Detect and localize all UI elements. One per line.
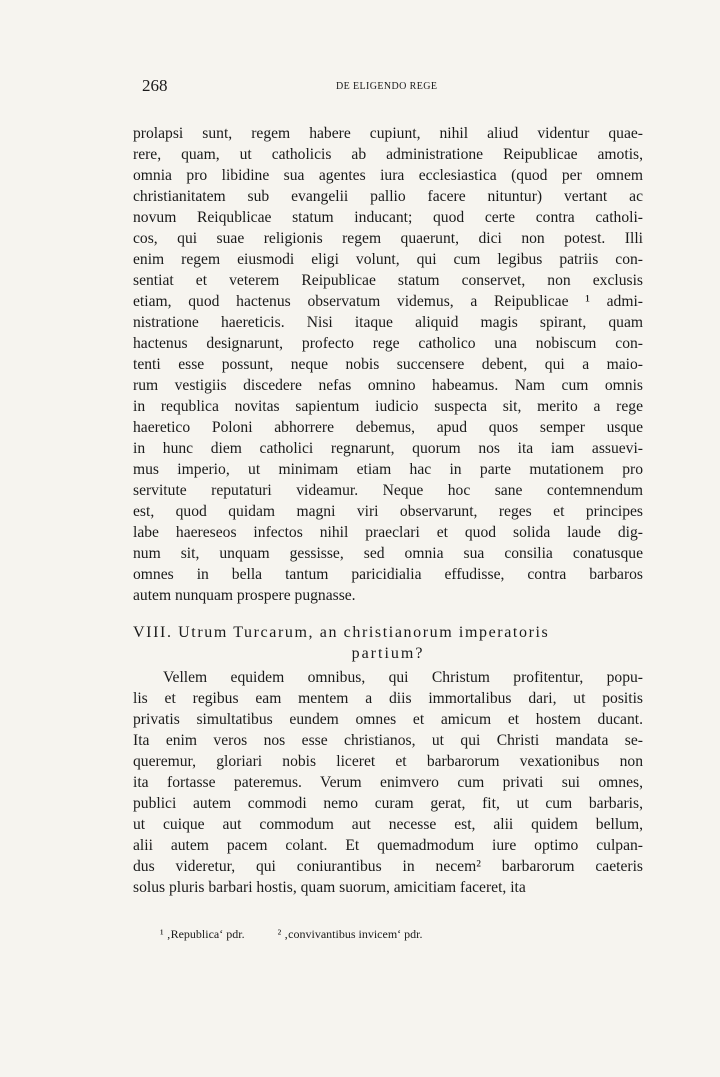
text-line: rum vestigiis discedere nefas omnino habeamus. Nam cum omnis xyxy=(133,377,643,394)
text-line: hactenus designarunt, profecto rege catholico una nobiscum con- xyxy=(133,335,643,352)
section-heading-line-1: VIII. Utrum Turcarum, an christianorum imperatoris xyxy=(133,624,550,641)
text-line: in hunc diem catholici regnarunt, quorum nos ita iam assuevi- xyxy=(133,440,643,457)
text-line: Ita enim veros nos esse christianos, ut qui Christi mandata se- xyxy=(133,732,643,749)
text-line: tenti esse possunt, neque nobis succensere debent, qui a maio- xyxy=(133,356,643,373)
text-line: christianitatem sub evangelii pallio facere nituntur) vertant ac xyxy=(133,188,643,205)
text-line: nistratione haereticis. Nisi itaque aliquid magis spirant, quam xyxy=(133,314,643,331)
text-line: num sit, unquam gessisse, sed omnia sua consilia conatusque xyxy=(133,545,643,562)
text-line: alii autem pacem colant. Et quemadmodum iure optimo culpan- xyxy=(133,837,643,854)
text-line: privatis simultatibus eundem omnes et amicum et hostem ducant. xyxy=(133,711,643,728)
text-line: est, quod quidam magni viri observarunt, reges et principes xyxy=(133,503,643,520)
text-line: mus imperio, ut minimam etiam hac in parte mutationem pro xyxy=(133,461,643,478)
text-line: solus pluris barbari hostis, quam suorum, amicitiam faceret, ita xyxy=(133,879,526,896)
text-line: Vellem equidem omnibus, qui Christum profitentur, popu- xyxy=(163,669,643,686)
text-line: rere, quam, ut catholicis ab administratione Reipublicae amotis, xyxy=(133,146,643,163)
footnote-1: ¹ ‚Republica‘ pdr. xyxy=(160,927,245,941)
paragraph-1 xyxy=(133,123,643,606)
text-line: cos, qui suae religionis regem quaerunt, dici non potest. Illi xyxy=(133,230,643,247)
section-heading-line-2: partium? xyxy=(351,645,425,662)
text-line: publici autem commodi nemo curam gerat, fit, ut cum barbaris, xyxy=(133,795,643,812)
text-line: novum Reiqublicae statum inducant; quod certe contra catholi- xyxy=(133,209,643,226)
text-line: enim regem eiusmodi eligi volunt, qui cum legibus patriis con- xyxy=(133,251,643,268)
running-head: DE ELIGENDO REGE xyxy=(336,81,438,92)
text-line: prolapsi sunt, regem habere cupiunt, nihil aliud videntur quae- xyxy=(133,125,643,142)
paragraph-2 xyxy=(133,667,643,898)
text-line: sentiat et veterem Reipublicae statum conservet, non exclusis xyxy=(133,272,643,289)
text-line: lis et regibus eam mentem a diis immortalibus dari, ut positis xyxy=(133,690,643,707)
text-line: autem nunquam prospere pugnasse. xyxy=(133,587,356,604)
text-line: in requblica novitas sapientum iudicio suspecta sit, merito a rege xyxy=(133,398,643,415)
text-line: haeretico Poloni abhorrere debemus, apud quos semper usque xyxy=(133,419,643,436)
text-line: dus videretur, qui coniurantibus in necem² barbarorum caeteris xyxy=(133,858,643,875)
section-heading xyxy=(133,622,643,664)
text-line: omnia pro libidine sua agentes iura ecclesiastica (quod per omnem xyxy=(133,167,643,184)
text-line: etiam, quod hactenus observatum videmus, a Reipublicae ¹ admi- xyxy=(133,293,643,310)
page-header xyxy=(142,76,642,98)
text-line: ita fortasse pateremus. Verum enimvero cum privati sui omnes, xyxy=(133,774,643,791)
page-number: 268 xyxy=(142,76,168,95)
text-line: ut cuique aut commodum aut necesse est, alii quidem bellum, xyxy=(133,816,643,833)
text-line: servitute reputaturi videamur. Neque hoc sane contemnendum xyxy=(133,482,643,499)
footnote-2: ² ‚convivantibus invicem‘ pdr. xyxy=(277,927,423,941)
text-line: queremur, gloriari nobis liceret et barbarorum vexationibus non xyxy=(133,753,643,770)
footnotes xyxy=(160,927,640,942)
text-line: labe haereseos infectos nihil praeclari et quod solida laude dig- xyxy=(133,524,643,541)
text-line: omnes in bella tantum paricidialia effudisse, contra barbaros xyxy=(133,566,643,583)
